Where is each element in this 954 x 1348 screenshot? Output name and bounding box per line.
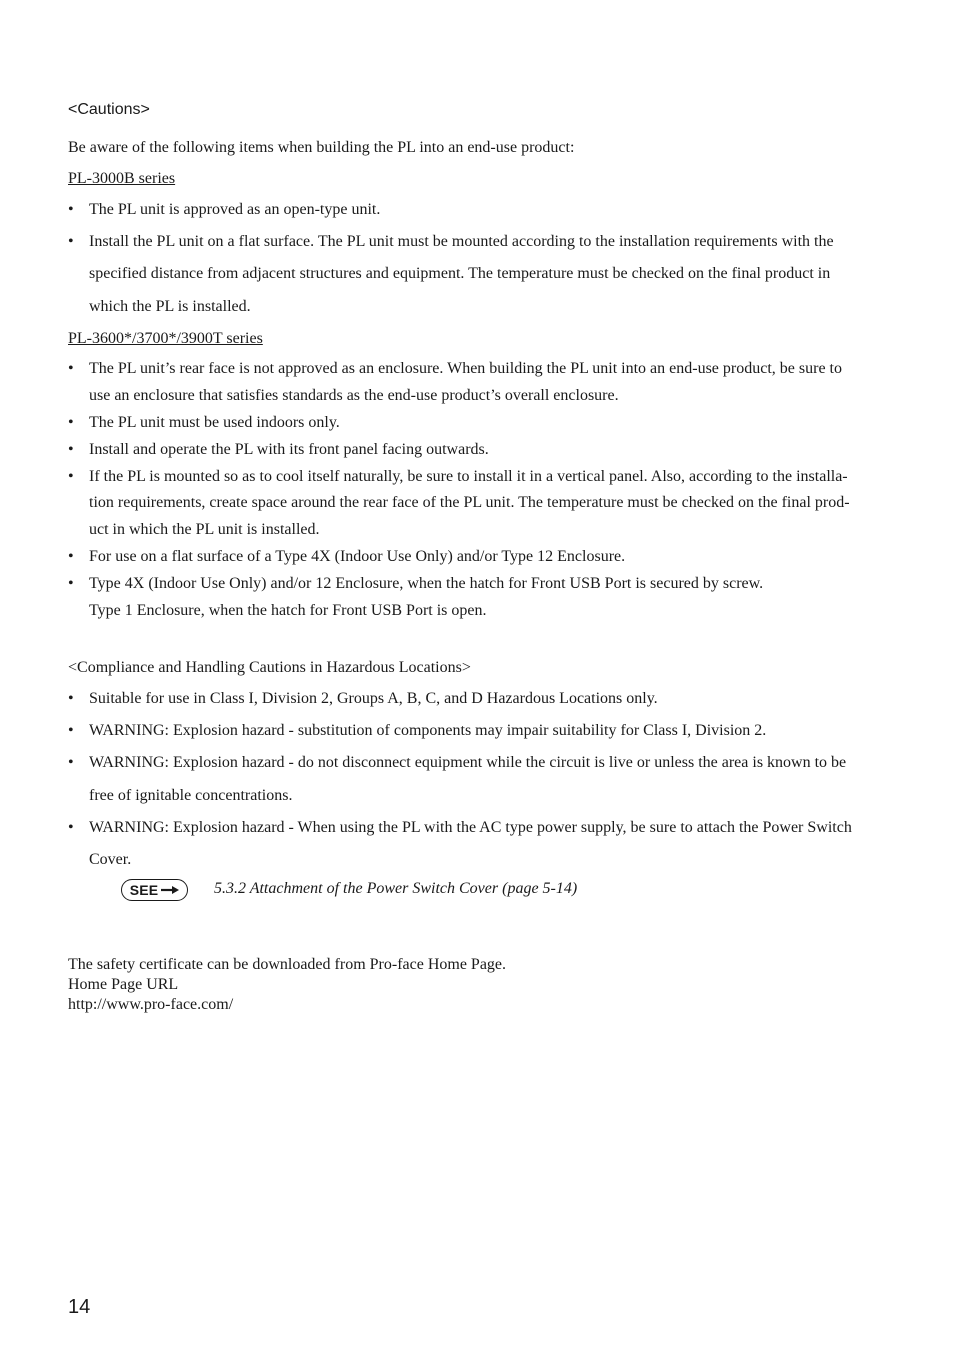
bullet-marker: • <box>68 414 74 431</box>
bullet-marker: • <box>68 548 74 565</box>
bullet-marker: • <box>68 468 74 485</box>
list-item-text: Suitable for use in Class I, Division 2, Groups A, B, C, and D Hazardous Locations only. <box>89 690 658 707</box>
list-item-text-line: Type 1 Enclosure, when the hatch for Front USB Port is open. <box>89 602 487 619</box>
hazardous-heading: <Compliance and Handling Cautions in Hazardous Locations> <box>68 659 471 676</box>
bullet-marker: • <box>68 441 74 458</box>
bullet-marker: • <box>68 233 74 250</box>
list-item-text-line: which the PL is installed. <box>89 298 251 315</box>
cautions-intro: Be aware of the following items when building the PL into an end-use product: <box>68 139 575 156</box>
list-item-text: WARNING: Explosion hazard - substitution of components may impair suitability for Class I, Division 2. <box>89 722 767 739</box>
list-item-text: For use on a flat surface of a Type 4X (Indoor Use Only) and/or Type 12 Enclosure. <box>89 548 626 565</box>
list-item-text-line: WARNING: Explosion hazard - When using the PL with the AC type power supply, be sure to attach the Power Switch <box>89 819 852 836</box>
bullet-marker: • <box>68 575 74 592</box>
page-number: 14 <box>68 1296 91 1318</box>
list-item-text: The PL unit must be used indoors only. <box>89 414 340 431</box>
see-reference-badge[interactable] <box>121 879 188 901</box>
list-item-text-line: uct in which the PL unit is installed. <box>89 521 320 538</box>
home-page-label: Home Page URL <box>68 976 179 993</box>
cautions-heading: <Cautions> <box>68 101 150 118</box>
list-item-text-line: WARNING: Explosion hazard - do not disconnect equipment while the circuit is live or unless the area is known to be <box>89 754 847 771</box>
right-arrow-icon <box>161 885 179 895</box>
list-item-text-line: The PL unit’s rear face is not approved as an enclosure. When building the PL unit into an end-use product, be sure to <box>89 360 842 377</box>
list-item-text: Install and operate the PL with its front panel facing outwards. <box>89 441 489 458</box>
list-item-text-line: Cover. <box>89 851 132 868</box>
list-item-text-line: Install the PL unit on a flat surface. The PL unit must be mounted according to the installation requirements with the <box>89 233 834 250</box>
bullet-marker: • <box>68 722 74 739</box>
bullet-marker: • <box>68 360 74 377</box>
list-item-text-line: free of ignitable concentrations. <box>89 787 293 804</box>
list-item-text-line: use an enclosure that satisfies standards as the end-use product’s overall enclosure. <box>89 387 619 404</box>
see-reference-link[interactable]: 5.3.2 Attachment of the Power Switch Cover (page 5-14) <box>214 880 578 897</box>
bullet-marker: • <box>68 819 74 836</box>
list-item-text-line: specified distance from adjacent structures and equipment. The temperature must be checked on the final product in <box>89 265 831 282</box>
list-item-text-line: tion requirements, create space around the rear face of the PL unit. The temperature must be checked on the final prod- <box>89 494 850 511</box>
list-item-text: The PL unit is approved as an open-type unit. <box>89 201 381 218</box>
bullet-marker: • <box>68 201 74 218</box>
see-label: SEE <box>129 882 159 898</box>
bullet-marker: • <box>68 690 74 707</box>
pl3000b-series-title: PL-3000B series <box>68 170 176 187</box>
bullet-marker: • <box>68 754 74 771</box>
home-page-url[interactable]: http://www.pro-face.com/ <box>68 996 234 1013</box>
certificate-note: The safety certificate can be downloaded from Pro-face Home Page. <box>68 956 507 973</box>
list-item-text-line: If the PL is mounted so as to cool itself naturally, be sure to install it in a vertical panel. Also, according to the installa- <box>89 468 848 485</box>
pl3600-series-title: PL-3600*/3700*/3900T series <box>68 330 263 347</box>
list-item-text-line: Type 4X (Indoor Use Only) and/or 12 Enclosure, when the hatch for Front USB Port is secured by screw. <box>89 575 764 592</box>
